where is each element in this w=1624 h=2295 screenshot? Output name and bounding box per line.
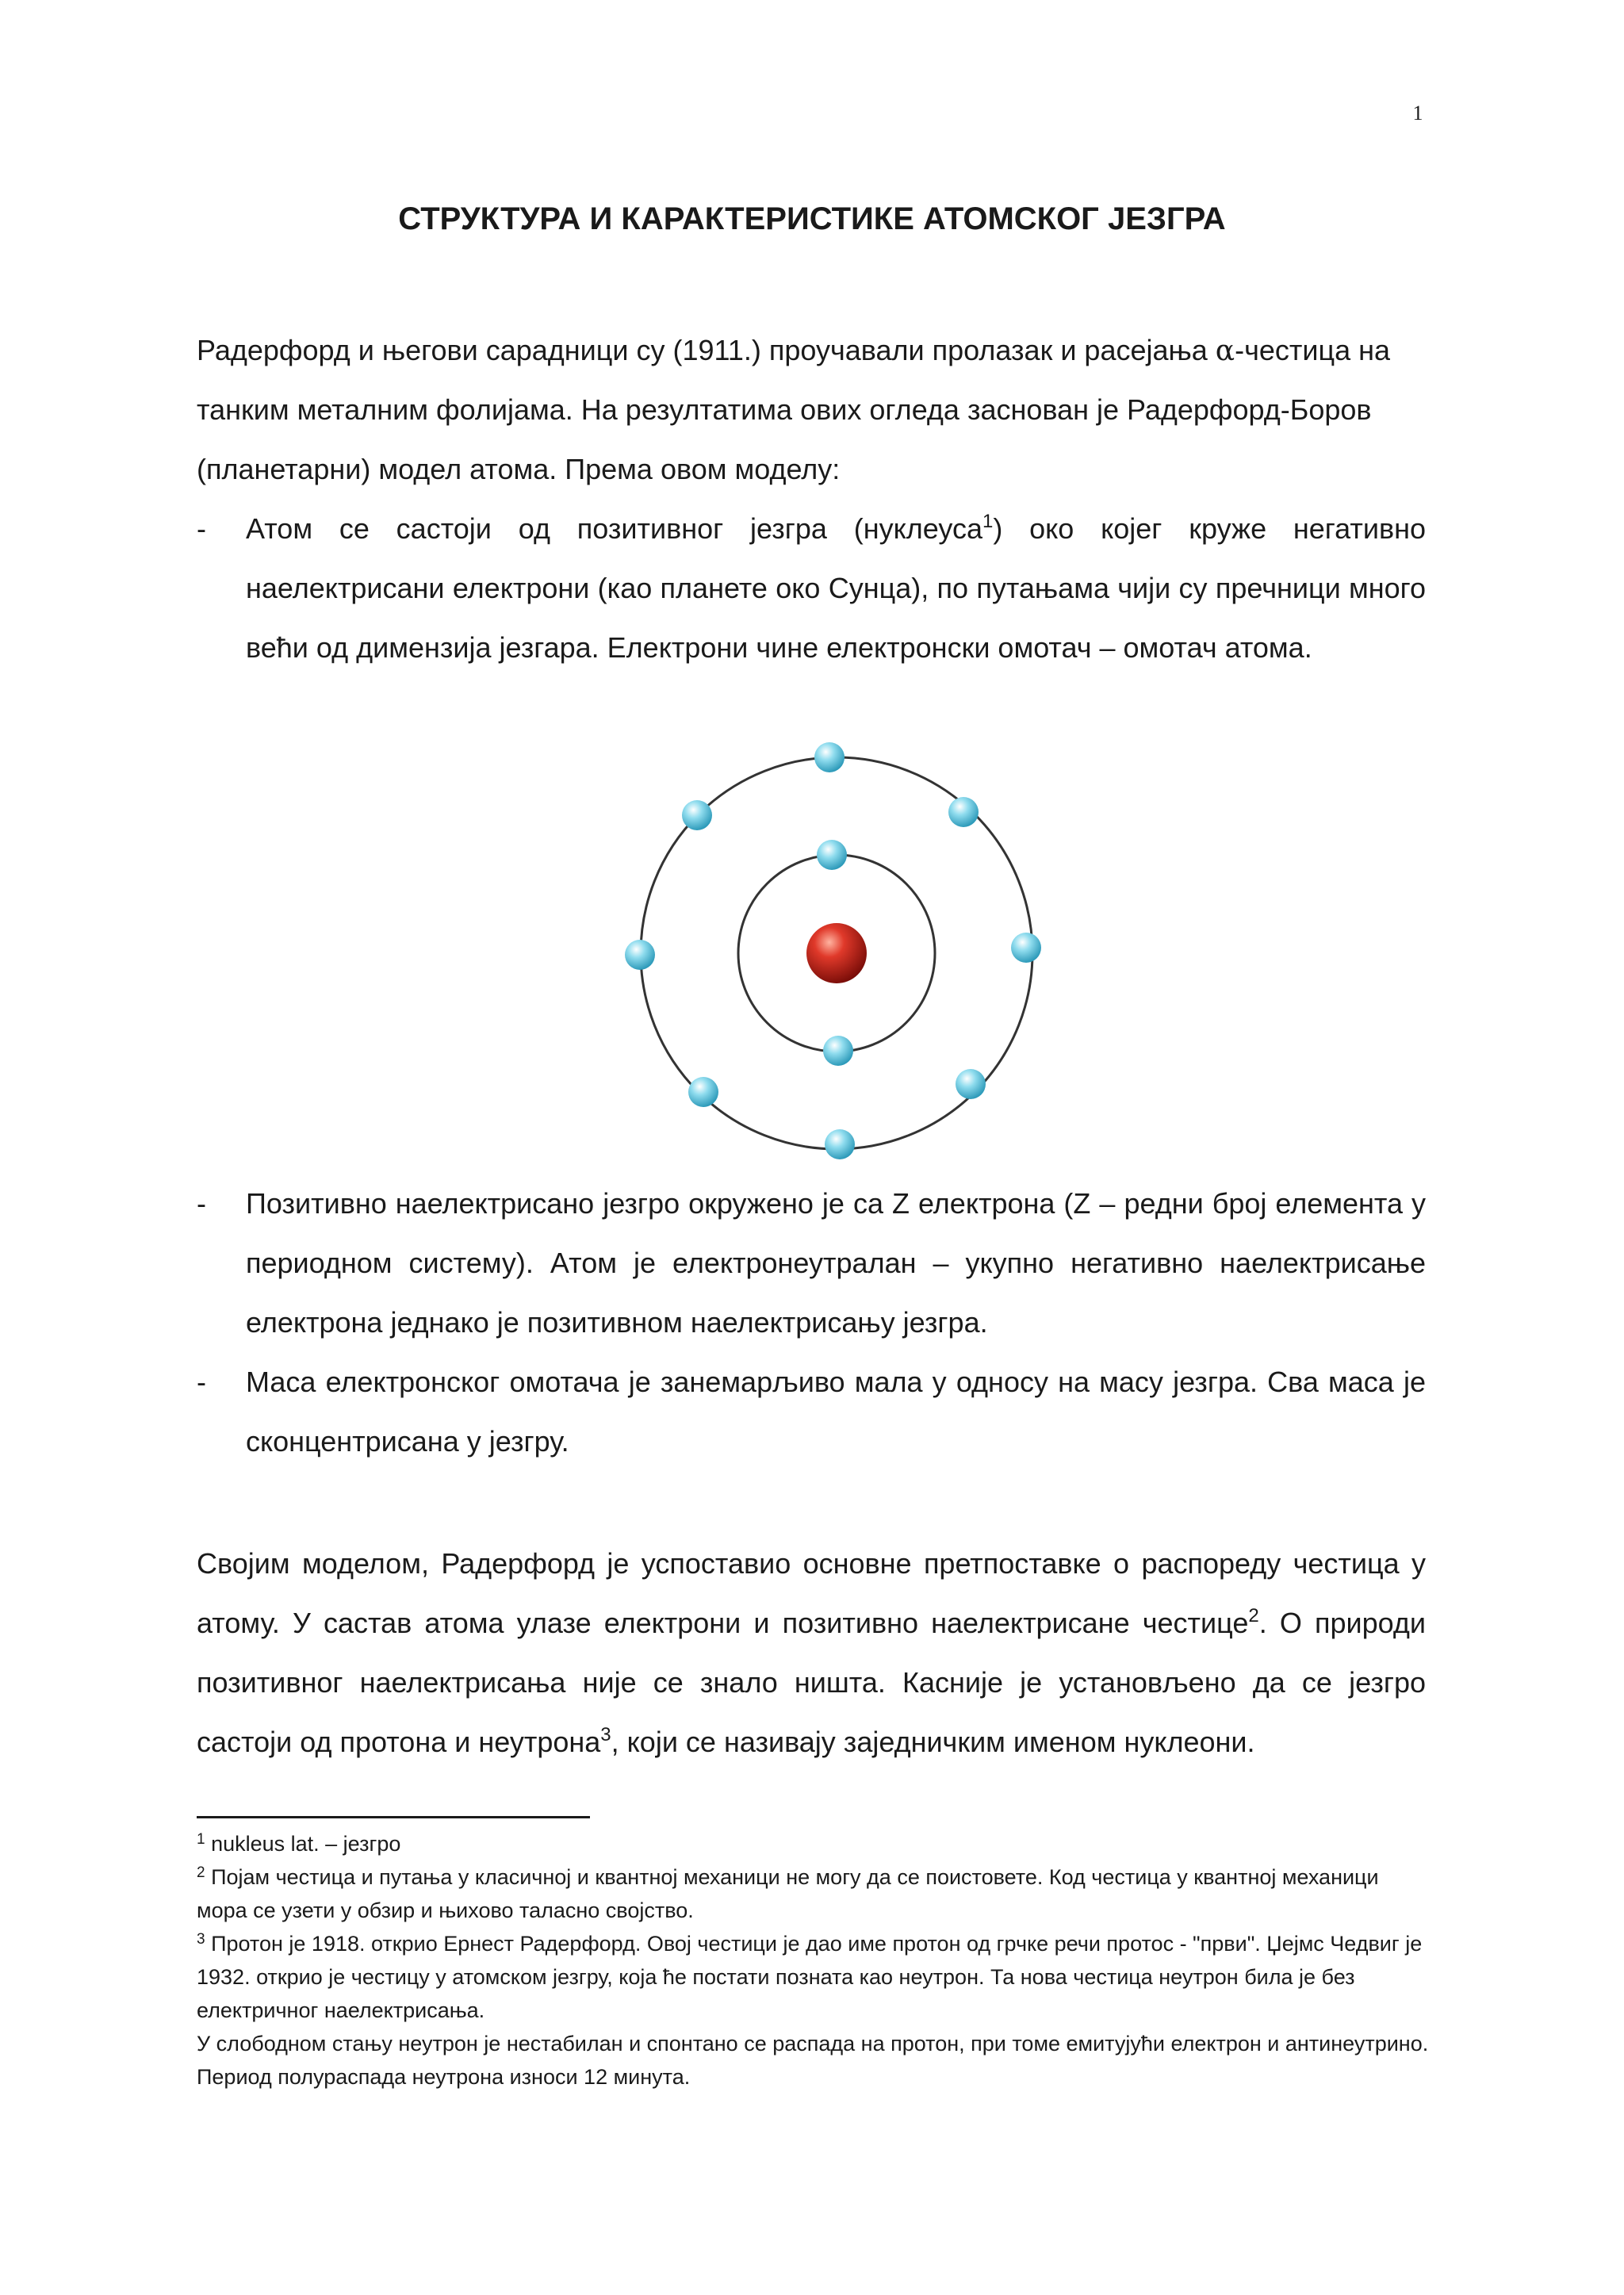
page-number: 1 — [1412, 102, 1423, 125]
atom-diagram — [619, 734, 1063, 1178]
bullet-text: Позитивно наелектрисано језгро окружено је са Z електрона (Z – редни број елемента у периодном систему). Атом је електронеутралан – укупно негативно наелектрисање електрона једнако је позитивном наелектрисању језгра. — [246, 1187, 1426, 1339]
electron-outer-5 — [825, 1129, 855, 1159]
bullet-text: Атом се састоји од позитивног језгра (нуклеуса$^1$) око којег круже негативно наелектрисани електрони (као планете око Сунца), по путањама чији су пречници много већи од димензија језгара. Електрони чине електронски омотач – омотач атома. — [246, 511, 1426, 664]
electron-inner-2 — [823, 1036, 853, 1066]
electron-outer-8 — [682, 800, 712, 830]
electron-outer-3 — [1011, 933, 1041, 963]
bullet-item-atom-structure — [197, 499, 1426, 677]
footnote-2: $^2$ Појам честица и путања у класичној и квантној механици не могу да се поистовете. Код честица у квантној механици мора се узети у обзир и њихово таласно својство. — [197, 1864, 1379, 1922]
bullet-dash: - — [197, 1187, 206, 1220]
footnote-ref-3: 3 — [600, 1724, 611, 1745]
bullet-item-electron-count — [197, 1174, 1426, 1352]
electron-outer-1 — [814, 742, 845, 772]
bullet-dash: - — [197, 1366, 206, 1398]
page-title: СТРУКТУРА И КАРАКТЕРИСТИКЕ АТОМСКОГ ЈЕЗГРА — [398, 201, 1226, 236]
electron-outer-4 — [956, 1069, 986, 1099]
electron-outer-6 — [688, 1077, 718, 1107]
bullet-text: Маса електронског омотача је занемарљиво мала у односу на масу језгра. Сва маса је сконцентрисана у језгру. — [246, 1366, 1426, 1458]
footnote-ref-1: 1 — [982, 511, 994, 532]
footnote-separator — [197, 1816, 590, 1818]
footnote-ref-2: 2 — [1248, 1605, 1259, 1626]
footnote-3-continued: У слободном стању неутрон је нестабилан и спонтано се распада на протон, при томе емитујући електрон и антинеутрино. Период полураспада неутрона износи 12 минута. — [197, 2032, 1429, 2089]
intro-line-1: Радерфорд и његови сарадници су (1911.) проучавали пролазак и расејања α-честица на — [197, 334, 1391, 367]
intro-line-2: танким металним фолијама. На резултатима ових огледа заснован је Радерфорд-Боров — [197, 393, 1372, 426]
electron-inner-1 — [817, 840, 847, 870]
bullet-dash: - — [197, 512, 206, 545]
nucleus — [806, 923, 867, 983]
bullet-item-mass — [197, 1352, 1426, 1471]
electron-outer-7 — [625, 940, 655, 970]
footnote-3: $^3$ Протон је 1918. открио Ернест Радерфорд. Овој честици је дао име протон од грчке речи протос - "први". Џејмс Чедвиг је 1932. открио је честицу у атомском језгру, која ће постати позната као неутрон. Та нова честица неутрон била је без електричног наелектрисања. — [197, 1931, 1423, 2022]
footnote-1: $^1$ nukleus lat. – језгро — [197, 1831, 401, 1856]
closing-paragraph: Својим моделом, Радерфорд је успоставио основне претпоставке о распореду честица у атому. У састав атома улазе електрони и позитивно наелектрисане честице$^2$. О природи позитивног наелектрисања није се знало ништа. Касније је установљено да се језгро састоји од протона и неутрона$^3$, који се називају заједничким именом нуклеони. — [197, 1547, 1426, 1758]
electron-outer-2 — [948, 797, 979, 827]
footnotes — [197, 1827, 1434, 2094]
intro-line-3: (планетарни) модел атома. Према овом моделу: — [197, 453, 841, 485]
alpha-symbol: α — [1215, 335, 1235, 367]
